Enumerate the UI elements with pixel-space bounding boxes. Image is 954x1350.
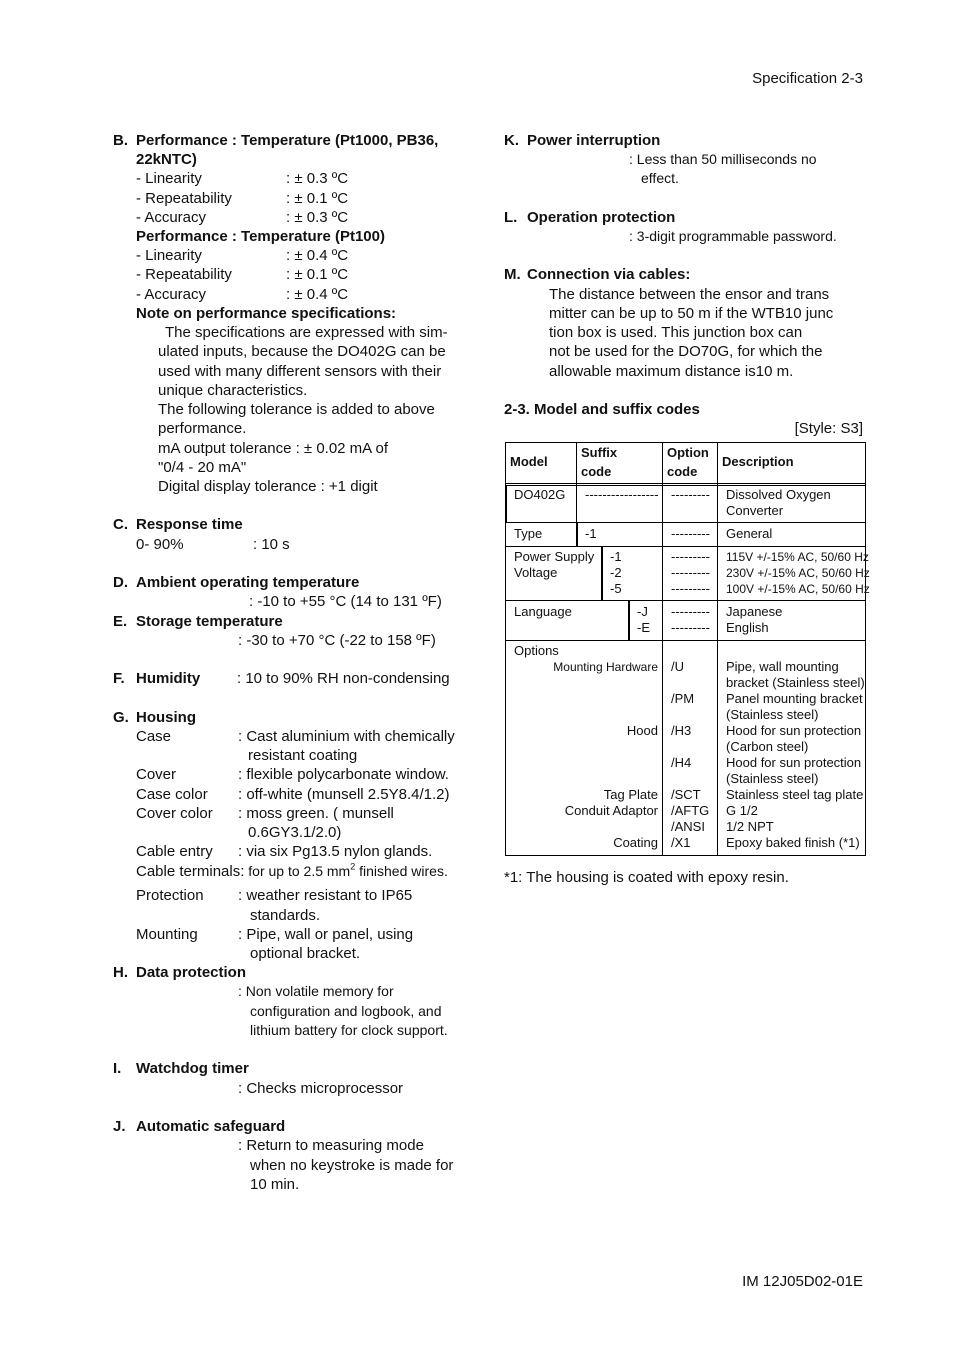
description-text: 115V +/-15% AC, 50/60 Hz [726,550,869,564]
spec-value: : ± 0.3 ºC [286,170,349,187]
spec-value: : ± 0.4 ºC [286,286,349,303]
section-f-letter: F. [113,670,125,687]
section-b-title-cont: 22kNTC) [136,151,197,168]
table-rule [717,442,718,856]
spec-label: - Linearity [136,170,202,187]
option-dash: --------- [671,604,710,619]
spec-value: : 10 to 90% RH non-condensing [237,670,450,687]
model-code: DO402G [514,487,566,502]
header-option: Option [667,445,709,460]
paragraph-line: allowable maximum distance is10 m. [549,363,794,380]
footnote: *1: The housing is coated with epoxy resin. [504,869,789,886]
spec-value: : ± 0.1 ºC [286,190,349,207]
superscript: 2 [350,861,356,872]
spec-value: : ± 0.1 ºC [286,266,349,283]
spec-value: : Cast aluminium with chemically [238,728,455,745]
suffix-code: -1 [585,526,597,541]
spec-label: Cover [136,766,177,783]
spec-label: Protection [136,887,204,904]
row-label: Power Supply [514,549,595,564]
note-line: "0/4 - 20 mA" [158,459,247,476]
section-h-title: Data protection [136,964,247,981]
section-d-letter: D. [113,574,128,591]
header-suffix-code: code [581,464,612,479]
spec-value: resistant coating [248,747,358,764]
spec-value: for up to 2.5 mm [244,863,351,879]
description-text: Panel mounting bracket [726,691,863,706]
section-g-letter: G. [113,709,129,726]
option-dash: --------- [671,487,710,502]
section-l-title: Operation protection [527,209,676,226]
table-rule [505,486,507,523]
cable-terminals-line [136,862,448,881]
spec-value: : Non volatile memory for [238,983,394,999]
description-text: Epoxy baked finish (*1) [726,835,860,850]
paragraph-line: tion box is used. This junction box can [549,324,803,341]
description-text: bracket (Stainless steel) [726,675,865,690]
option-label: Coating [613,835,658,850]
note-title: Note on performance specifications: [136,305,397,322]
spec-value: : -30 to +70 °C (-22 to 158 ºF) [238,632,436,649]
section-h-letter: H. [113,964,128,981]
option-code: /PM [671,691,695,706]
spec-label: Case color [136,786,208,803]
spec-value: when no keystroke is made for [250,1157,454,1174]
header-description: Description [722,454,794,469]
table-rule [505,483,866,484]
spec-value: : off-white (munsell 2.5Y8.4/1.2) [238,786,450,803]
description-text: Hood for sun protection [726,755,862,770]
note-line: used with many different sensors with their [158,363,442,380]
suffix-code: -2 [610,565,622,580]
description-text: (Carbon steel) [726,739,809,754]
spec-value: 0.6GY3.1/2.0) [248,824,342,841]
spec-value: : moss green. ( munsell [238,805,394,822]
section-j-letter: J. [113,1118,126,1135]
note-line: The specifications are expressed with sim- [165,324,448,341]
option-label: Hood [626,723,658,738]
section-f-title: Humidity [136,670,201,687]
model-suffix-table [505,442,870,856]
spec-label: - Accuracy [136,209,207,226]
section-b-letter: B. [113,132,128,149]
spec-label: - Repeatability [136,190,232,207]
spec-value: : 3-digit programmable password. [629,228,837,244]
spec-value: : weather resistant to IP65 [238,887,413,904]
note-line: The following tolerance is added to above [158,401,435,418]
option-code: /H4 [671,755,692,770]
option-label: Mounting Hardware [553,660,658,674]
section-m-title: Connection via cables: [527,266,691,283]
section-c-title: Response time [136,516,243,533]
option-dash: --------- [671,549,710,564]
description-text: General [726,526,773,541]
table-rule [628,600,630,641]
paragraph-line: mitter can be up to 50 m if the WTB10 junc [549,305,834,322]
description-text: (Stainless steel) [726,707,819,722]
table-rule [576,522,578,547]
table-rule [505,485,866,486]
spec-value: : ± 0.3 ºC [286,209,349,226]
spec-value: : Return to measuring mode [238,1137,424,1154]
spec-value: : Pipe, wall or panel, using [238,926,414,943]
row-label: Language [514,604,572,619]
spec-value: : -10 to +55 °C (14 to 131 ºF) [249,593,442,610]
table-rule [662,442,663,856]
section-i-letter: I. [113,1060,122,1077]
document-number: IM 12J05D02-01E [742,1273,863,1290]
spec-label: Cable terminals: [136,863,245,880]
spec-value: optional bracket. [250,945,361,962]
option-code: /ANSI [671,819,705,834]
section-c-letter: C. [113,516,128,533]
spec-value: configuration and logbook, and [250,1003,442,1019]
spec-label: Cable entry [136,843,213,860]
description-text: 100V +/-15% AC, 50/60 Hz [726,582,870,596]
spec-value: : ± 0.4 ºC [286,247,349,264]
option-code: /H3 [671,723,692,738]
description-text: (Stainless steel) [726,771,819,786]
spec-value: lithium battery for clock support. [250,1022,448,1038]
section-e-title: Storage temperature [136,613,283,630]
header-option-code: code [667,464,698,479]
description-text: 230V +/-15% AC, 50/60 Hz [726,566,870,580]
spec-value: : Checks microprocessor [238,1080,404,1097]
table-rule [505,640,866,641]
description-text: G 1/2 [726,803,758,818]
table-rule [505,546,866,547]
section-b-subtitle: Performance : Temperature (Pt100) [136,228,385,245]
spec-value: standards. [250,907,321,924]
section-k-title: Power interruption [527,132,661,149]
section-e-letter: E. [113,613,128,630]
section-j-title: Automatic safeguard [136,1118,286,1135]
option-label: Tag Plate [603,787,658,802]
section-k-letter: K. [504,132,519,149]
spec-label: 0- 90% [136,536,184,553]
table-border [505,855,866,856]
note-line: performance. [158,420,247,437]
table-rule [576,442,577,523]
description-text: 1/2 NPT [726,819,774,834]
table-border [865,442,866,856]
option-code: /U [671,659,684,674]
table-rule [601,546,603,601]
section-g-title: Housing [136,709,196,726]
suffix-code: -5 [610,581,622,596]
option-code: /SCT [671,787,701,802]
header-suffix: Suffix [581,445,618,460]
paragraph-line: The distance between the ensor and trans [549,286,830,303]
spec-label: - Accuracy [136,286,207,303]
paragraph-line: not be used for the DO70G, for which the [549,343,823,360]
row-label: Options [514,643,559,658]
spec-value: : via six Pg13.5 nylon glands. [238,843,433,860]
row-label: Type [514,526,543,541]
description-text: Pipe, wall mounting [726,659,839,674]
spec-value: 10 min. [250,1176,300,1193]
note-line: mA output tolerance : ± 0.02 mA of [158,440,389,457]
section-m-letter: M. [504,266,521,283]
section-b-title: Performance : Temperature (Pt1000, PB36, [136,132,439,149]
description-text: Dissolved Oxygen [726,487,831,502]
table-rule [505,522,866,523]
section-i-title: Watchdog timer [136,1060,249,1077]
suffix-code: -J [637,604,648,619]
option-code: /X1 [671,835,691,850]
table-rule [505,600,866,601]
spec-value: : flexible polycarbonate window. [238,766,449,783]
style-label: [Style: S3] [794,420,863,437]
note-line: unique characteristics. [158,382,308,399]
model-section-title: 2-3. Model and suffix codes [504,401,700,418]
option-label: Conduit Adaptor [564,803,658,818]
option-dash: --------- [671,620,710,635]
spec-label: Cover color [136,805,213,822]
note-line: Digital display tolerance : +1 digit [158,478,378,495]
description-text: Hood for sun protection [726,723,862,738]
spec-value: : 10 s [253,536,290,553]
spec-label: - Linearity [136,247,202,264]
header-model: Model [510,454,548,469]
row-label: Voltage [514,565,558,580]
section-l-letter: L. [504,209,518,226]
page-header-title: Specification 2-3 [752,70,863,87]
suffix-dash: ----------------- [585,487,659,502]
description-text: Japanese [726,604,783,619]
option-dash: --------- [671,581,710,596]
spec-value: : Less than 50 milliseconds no [629,151,817,167]
description-text: Converter [726,503,784,518]
description-text: English [726,620,769,635]
description-text: Stainless steel tag plate [726,787,864,802]
note-line: ulated inputs, because the DO402G can be [158,343,446,360]
section-d-title: Ambient operating temperature [136,574,360,591]
option-dash: --------- [671,526,710,541]
spec-label: - Repeatability [136,266,232,283]
option-code: /AFTG [671,803,710,818]
spec-value: effect. [641,170,679,186]
spec-label: Mounting [136,926,198,943]
suffix-code: -E [637,620,650,635]
option-dash: --------- [671,565,710,580]
spec-value: finished wires. [355,863,448,879]
spec-label: Case [136,728,172,745]
suffix-code: -1 [610,549,622,564]
